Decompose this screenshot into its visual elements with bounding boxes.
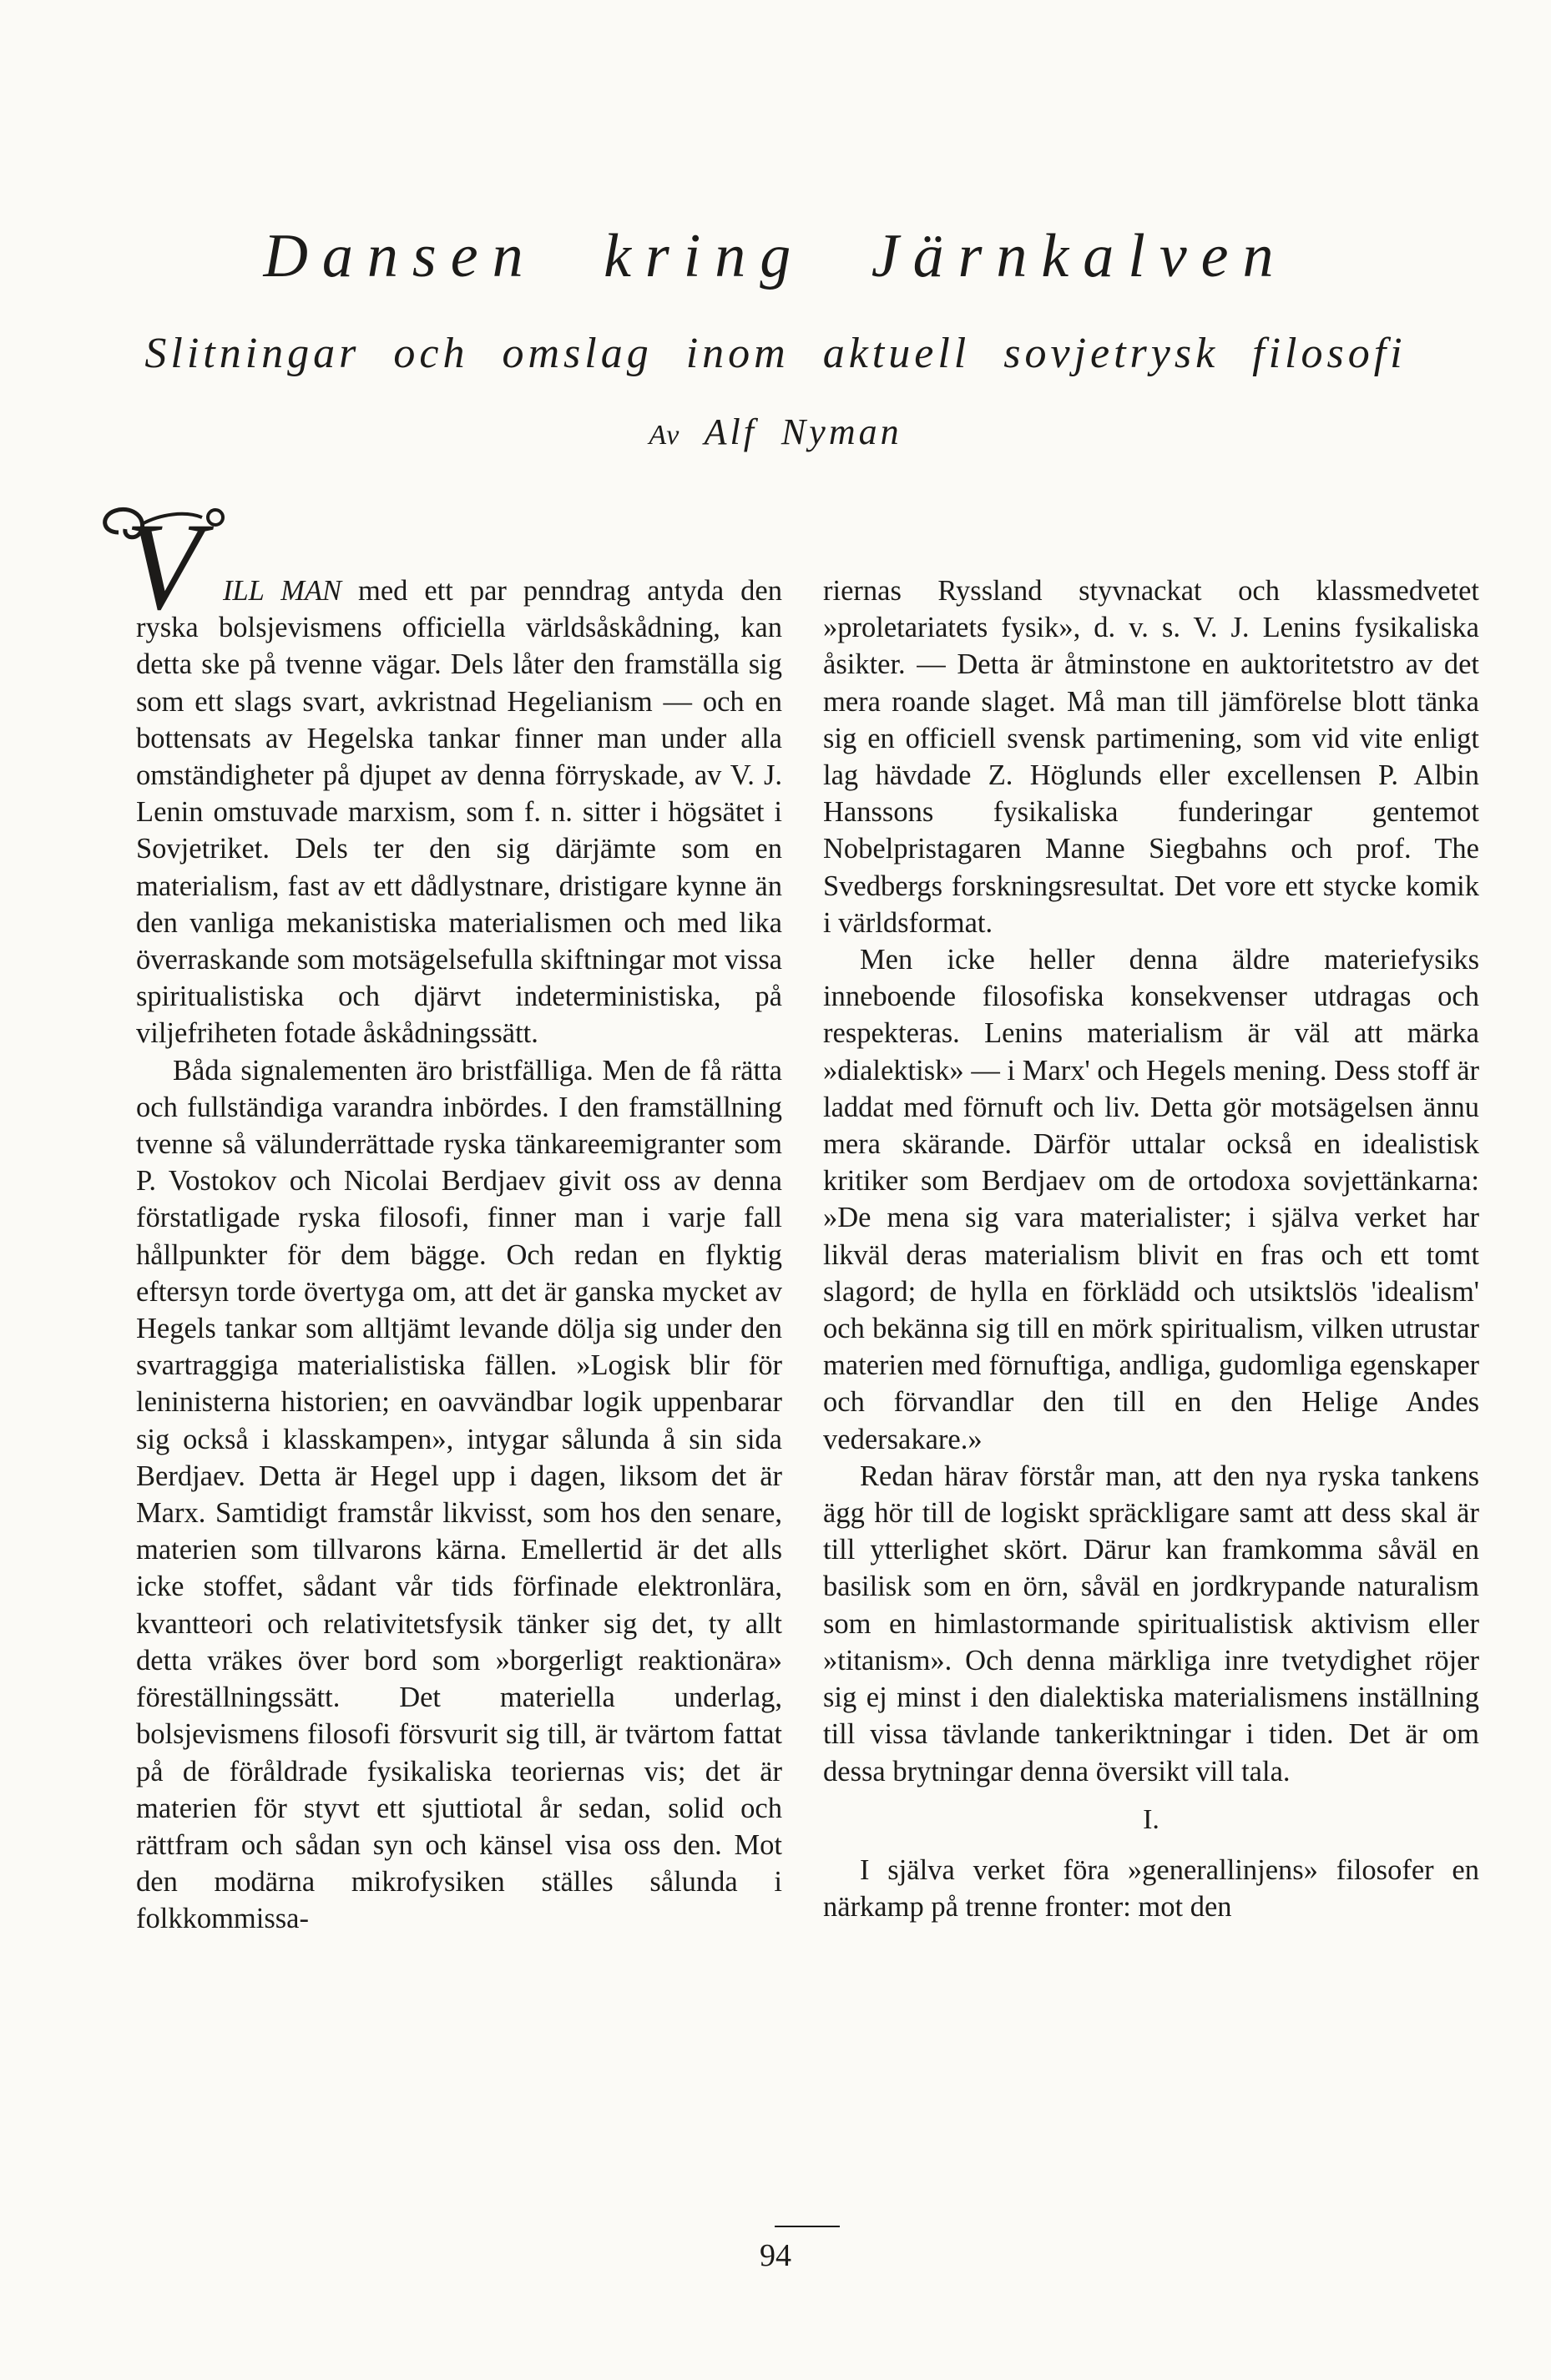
- article-title: Dansen kring Järnkalven: [263, 222, 1288, 290]
- right-paragraph-2: Men icke heller denna äldre materiefysiks inneboende filosofiska konsekvenser utdragas och respekteras. Lenins materialism är väl att märka »dialektisk» — i Marx' och Hegels mening. Dess stoff är laddat med förnuft och liv. Detta gör motsägelsen ännu mera skärande. Därför uttalar också en idealistisk kritiker som Berdjaev om de ortodoxa sovjettänkarna: »De mena sig vara materialister; i själva verket har likväl deras materialism blivit en fras och ett tomt slagord; de hylla en förklädd och utsiktslös 'idealism' och bekänna sig till en mörk spiritualism, vilken utrustar materien med förnuftiga, andliga, gudomliga egenskaper och förvandlar den till en den Helige Andes vedersakare.»: [823, 944, 1479, 1455]
- left-paragraph-1: [136, 572, 782, 1052]
- right-paragraph-4: I själva verket föra »generallinjens» filosofer en närkamp på trenne fronter: mot den: [823, 1853, 1479, 1924]
- section-number: I.: [1143, 1803, 1159, 1835]
- opening-smallcaps: ILL MAN: [223, 575, 342, 607]
- byline-author: Alf Nyman: [704, 411, 902, 452]
- left-paragraph-2: Båda signalementen äro bristfälliga. Men de få rätta och fullständiga varandra inbördes. I den framställning tvenne så välunderrättade ryska tänkareemigranter som P. Vostokov och Nicolai Berdjaev givit oss av denna förstatligade ryska filosofi, finner man i varje fall hållpunkter för dem bägge. Och redan en flyktig eftersyn torde övertyga om, att det är ganska mycket av Hegels tankar som alltjämt levande dölja sig under den svartraggiga materialistiska fällen. »Logisk blir för leninisterna historien; en oavvändbar logik uppenbarar sig också i klasskampen», intygar sålunda å sin sida Berdjaev. Detta är Hegel upp i dagen, liksom det är Marx. Samtidigt framstår likvisst, som hos den senare, materien som tillvarons kärna. Emellertid är det alls icke stoffet, sådant vår tids förfinade elektronlära, kvantteori och relativitetsfysik tänker sig det, ty allt detta vräkes över bord som »borgerligt reaktionära» föreställningssätt. Det materiella underlag, bolsjevismens filosofi försvurit sig till, är tvärtom fattat på de föråldrade fysikaliska teoriernas vis; det är materien för styvt ett sjuttiotal år sedan, solid och rättfram och sådan syn och känsel visa oss den. Mot den modärna mikrofysiken ställes sålunda i folkkommissa-: [136, 1054, 782, 1935]
- left-paragraph-1-text: med ett par penndrag antyda den ryska bolsjevismens officiella världsåskådning, kan detta ske på tvenne vägar. Dels låter den framställa sig som ett slags svart, avkristnad Hegelianism — och en bottensats av Hegelska tankar finner man under alla omständigheter på djupet av denna förryskade, av V. J. Lenin omstuvade marxism, som f. n. sitter i högsätet i Sovjetriket. Dels ter den sig därjämte som en materialism, fast av ett dådlystnare, dristigare kynne än den vanliga mekanistiska materialismen och med lika överraskande som motsägelsefulla skiftningar mot vissa spiritualistiska och djärvt indeterministiska, på viljefriheten fotade åskådningssätt.: [136, 575, 782, 1050]
- right-paragraph-3: Redan härav förstår man, att den nya ryska tankens ägg hör till de logiskt spräckligare samt att dess skal är till ytterlighet skört. Därur kan framkomma såväl en basilisk som en örn, såväl en jordkrypande naturalism som en himlastormande spiritualistisk aktivism eller »titanism». Och denna märkliga inre tvetydighet röjer sig ej minst i den dialektiska materialismens inställning till vissa tävlande tankeriktningar i tiden. Det är om dessa brytningar denna översikt vill tala.: [823, 1460, 1479, 1788]
- right-paragraph-1: riernas Ryssland styvnackat och klassmedvetet »proletariatets fysik», d. v. s. V. J. Lenins fysikaliska åsikter. — Detta är åtminstone en auktoritetstro av det mera roande slaget. Må man till jämförelse blott tänka sig en officiell svensk partimening, som vid vite enligt lag hävdade Z. Höglunds eller excellensen P. Albin Hanssons fysikaliska funderingar gentemot Nobelpristagaren Manne Siegbahns och prof. The Svedbergs forskningsresultat. Det vore ett stycke komik i världsformat.: [823, 575, 1479, 939]
- page-number-rule: [775, 2226, 840, 2227]
- byline: [0, 409, 1551, 459]
- page-number: 94: [760, 2238, 791, 2273]
- article-subtitle: Slitningar och omslag inom aktuell sovjetrysk filosofi: [144, 330, 1407, 377]
- drop-cap-letter: V: [125, 497, 202, 636]
- right-column: [823, 572, 1479, 1925]
- byline-prefix: Av: [649, 420, 681, 451]
- left-column: [136, 572, 782, 1938]
